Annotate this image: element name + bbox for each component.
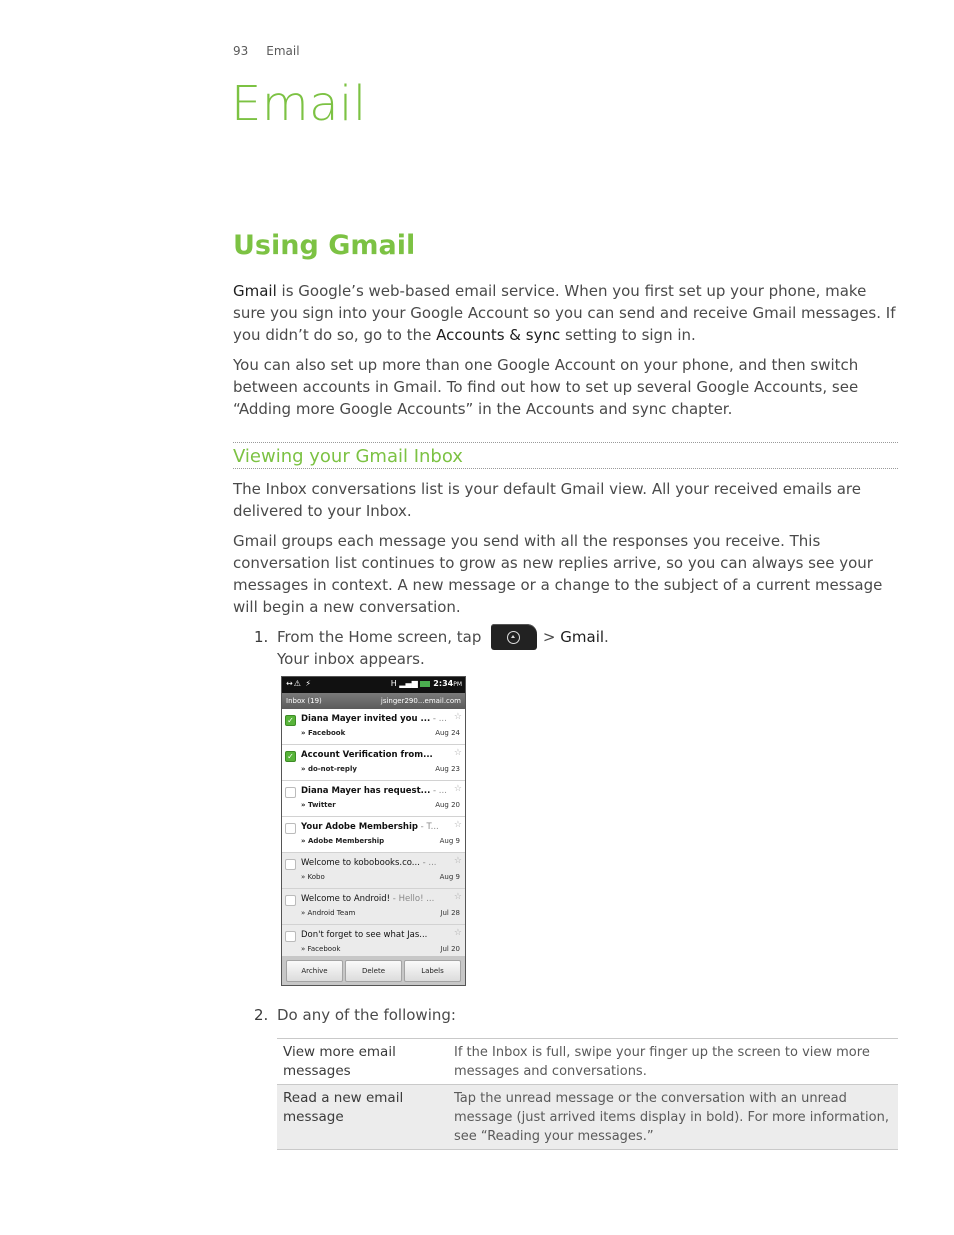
inbox-label: Inbox (19) (286, 697, 322, 705)
star-icon[interactable]: ☆ (453, 928, 462, 938)
star-icon[interactable]: ☆ (453, 784, 462, 794)
subject-text: Don't forget to see what Jas... (301, 930, 428, 940)
accounts-sync-term: Accounts & sync (436, 326, 561, 344)
account-label: jsinger290...email.com (380, 697, 461, 705)
checkbox-icon[interactable] (285, 859, 296, 870)
inbox-paragraph: The Inbox conversations list is your default Gmail view. All your received emails are delivered to your Inbox. (233, 480, 862, 520)
signal-icon: H ▂▄▆ (390, 679, 418, 688)
checkbox-icon[interactable]: ✓ (285, 715, 296, 726)
message-date: Aug 9 (439, 837, 460, 845)
subject-text: Your Adobe Membership (301, 822, 418, 832)
page-number: 93 (233, 44, 249, 58)
subject-text: Diana Mayer invited you ... (301, 714, 431, 724)
star-icon[interactable]: ☆ (453, 712, 462, 722)
table-description-cell: Tap the unread message or the conversation with an unread message (just arrived items display in bold). For more information, see “Reading your messages.” (448, 1085, 898, 1150)
step-2-number: 2. (254, 1006, 269, 1024)
snippet-text: - ... (430, 786, 447, 796)
intro-text-a: is Google’s web-based email service. When you first set up your phone, make sure you sign into your Google Account so you can send and receive Gmail messages. If you didn’t do so, go to the (233, 282, 896, 344)
checkbox-icon[interactable] (285, 931, 296, 942)
table-description-cell: If the Inbox is full, swipe your finger up the screen to view more messages and conversations. (448, 1039, 898, 1085)
step-1-gt: > (538, 628, 561, 646)
step-1-number: 1. (254, 628, 269, 646)
all-apps-icon (491, 624, 537, 650)
checkbox-icon[interactable] (285, 895, 296, 906)
message-date: Aug 24 (435, 729, 460, 737)
conversation-paragraph: Gmail groups each message you send with all the responses you receive. This conversation list continues to grow as new replies arrive, so you can always see your messages in context. A new message or a change to the subject of a current message will begin a new conversation. (233, 532, 883, 616)
table-action-cell: Read a new email message (277, 1085, 448, 1150)
actions-table (277, 1038, 898, 1150)
message-sender: » Kobo (301, 873, 325, 881)
list-item[interactable] (282, 709, 465, 745)
accounts-paragraph: You can also set up more than one Google Account on your phone, and then switch between accounts in Gmail. To find out how to set up several Google Accounts, see “Adding more Google Accounts” in the Accounts and sync chapter. (233, 356, 859, 418)
star-icon[interactable]: ☆ (453, 748, 462, 758)
list-item[interactable] (282, 781, 465, 817)
snippet-text: - ... (419, 858, 437, 868)
snippet-text: - T... (417, 822, 439, 832)
star-icon[interactable]: ☆ (453, 892, 462, 902)
message-date: Aug 23 (435, 765, 460, 773)
table-action-cell: View more email messages (277, 1039, 448, 1085)
labels-button[interactable]: Labels (404, 960, 461, 982)
subject-text: Welcome to kobobooks.co... (301, 858, 420, 868)
subject-text: Account Verification from... (301, 750, 433, 760)
message-subject (301, 786, 447, 796)
delete-button[interactable]: Delete (345, 960, 402, 982)
message-subject (301, 822, 443, 832)
message-date: Jul 20 (440, 945, 460, 953)
step-1-end: . (604, 628, 609, 646)
running-title: Email (266, 44, 300, 58)
list-item[interactable] (282, 889, 465, 925)
star-icon[interactable]: ☆ (453, 856, 462, 866)
message-sender: » do-not-reply (301, 765, 357, 773)
action-bar (282, 956, 465, 985)
intro-paragraph (233, 280, 898, 346)
message-date: Aug 20 (435, 801, 460, 809)
list-item[interactable] (282, 745, 465, 781)
chapter-title: Email (231, 76, 367, 132)
message-date: Aug 9 (439, 873, 460, 881)
subsection-rule-top (233, 442, 898, 443)
message-sender: » Twitter (301, 801, 336, 809)
message-sender: » Android Team (301, 909, 356, 917)
message-subject (301, 858, 443, 868)
snippet-text: - ... (430, 714, 447, 724)
star-icon[interactable]: ☆ (453, 820, 462, 830)
section-title: Using Gmail (233, 230, 416, 261)
checkbox-icon[interactable] (285, 787, 296, 798)
step-1-text (277, 626, 609, 648)
gmail-term: Gmail (233, 282, 277, 300)
subsection-rule-bottom (233, 468, 898, 469)
message-date: Jul 28 (440, 909, 460, 917)
snippet-text: - Hello! ... (390, 894, 435, 904)
checkbox-icon[interactable]: ✓ (285, 751, 296, 762)
message-subject (301, 714, 447, 724)
message-subject (301, 750, 443, 760)
gmail-inbox-screenshot (281, 676, 466, 986)
clock: 2:34 (433, 679, 454, 688)
inbox-title-bar (282, 693, 465, 709)
message-sender: » Adobe Membership (301, 837, 385, 845)
message-sender: » Facebook (301, 945, 341, 953)
step-1-result: Your inbox appears. (277, 650, 425, 668)
gmail-app-name: Gmail (560, 628, 605, 646)
subject-text: Welcome to Android! (301, 894, 391, 904)
phone-status-bar (282, 677, 465, 693)
clock-ampm: PM (453, 681, 462, 688)
status-right (391, 679, 462, 688)
subsection-title: Viewing your Gmail Inbox (233, 446, 463, 467)
list-item[interactable] (282, 853, 465, 889)
list-item[interactable] (282, 817, 465, 853)
running-header (233, 44, 300, 58)
table-row (277, 1085, 898, 1150)
table-row (277, 1039, 898, 1085)
checkbox-icon[interactable] (285, 823, 296, 834)
archive-button[interactable]: Archive (286, 960, 343, 982)
message-sender: » Facebook (301, 729, 346, 737)
message-subject (301, 930, 443, 940)
subject-text: Diana Mayer has request... (301, 786, 431, 796)
message-list (282, 709, 465, 961)
status-icons: ↔⚠ ⚡ (286, 679, 313, 688)
intro-text-b: setting to sign in. (560, 326, 696, 344)
step-1-before: From the Home screen, tap (277, 628, 487, 646)
battery-icon (420, 681, 430, 687)
message-subject (301, 894, 443, 904)
step-2-text: Do any of the following: (277, 1006, 456, 1024)
